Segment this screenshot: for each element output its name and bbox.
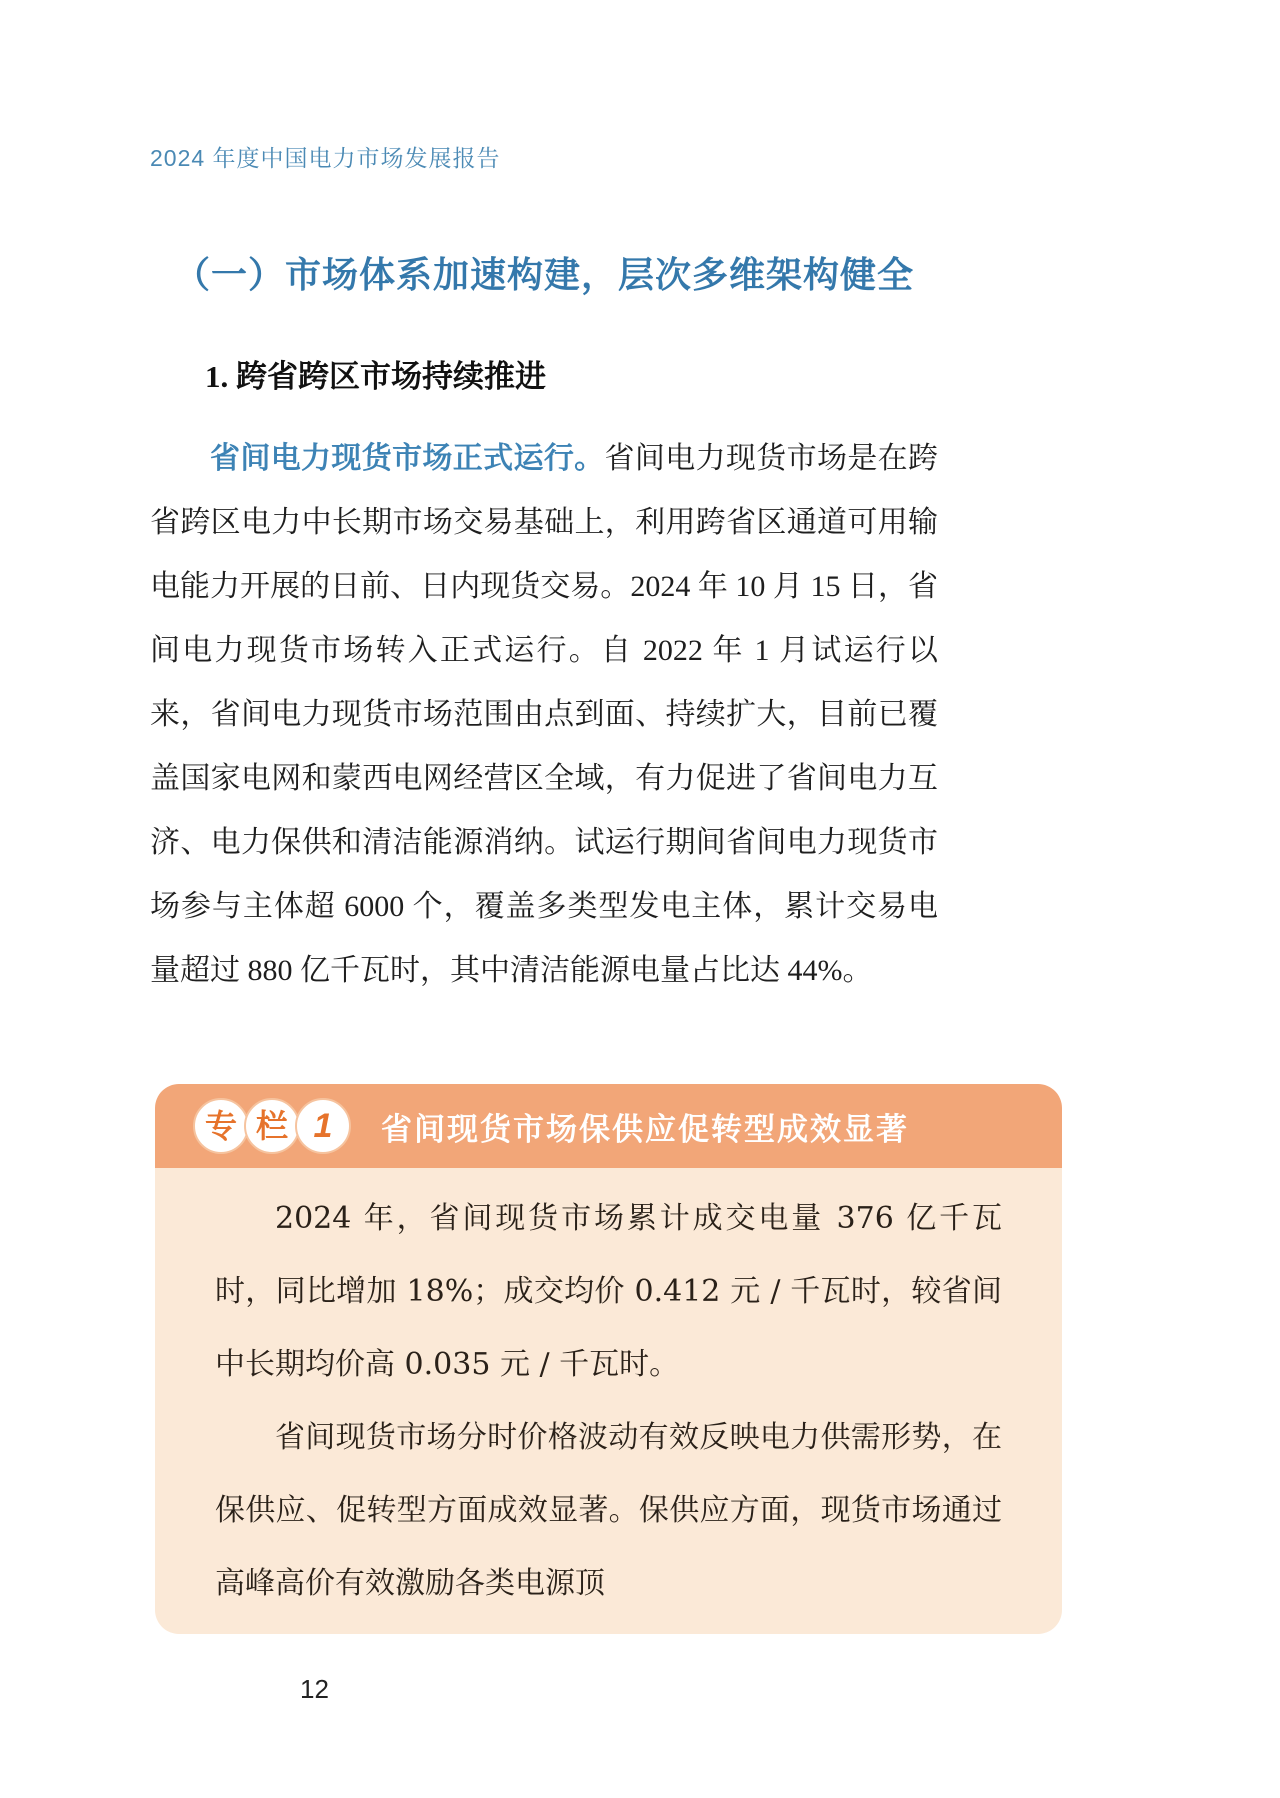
page-content [150,0,1002,1705]
callout-header [155,1084,1062,1168]
badge-number: 1 [295,1098,351,1154]
body-paragraph [150,427,938,1003]
section-heading: （一）市场体系加速构建，层次多维架构健全 [173,254,914,295]
callout-paragraph: 省间现货市场分时价格波动有效反映电力供需形势，在保供应、促转型方面成效显著。保供应方面，现货市场通过高峰高价有效激励各类电源顶 [215,1420,1002,1602]
page-number: 12 [300,1674,329,1705]
lead-phrase: 省间电力现货市场正式运行。 [210,442,605,476]
callout-title: 省间现货市场保供应促转型成效显著 [381,1111,909,1147]
paragraph-text: 省间电力现货市场是在跨省跨区电力中长期市场交易基础上，利用跨省区通道可用输电能力开展的日前、日内现货交易。2024 年 10 月 15 日，省间电力现货市场转入正式运行。自 2022 年 1 月试运行以来，省间电力现货市场范围由点到面、持续扩大，目前已覆盖国家电网和蒙西电网经营区全域，有力促进了省间电力互济、电力保供和清洁能源消纳。试运行期间省间电力现货市场参与主体超 6000 个，覆盖多类型发电主体，累计交易电量超过 880 亿千瓦时，其中清洁能源电量占比达 44%。 [150,442,939,988]
callout-paragraph: 2024 年，省间现货市场累计成交电量 376 亿千瓦时，同比增加 18%；成交均价 0.412 元 / 千瓦时，较省间中长期均价高 0.035 元 / 千瓦时。 [215,1201,1002,1383]
badge-char-zhuan: 专 [193,1098,249,1154]
callout-body [155,1168,1062,1634]
badge-char-lan: 栏 [244,1098,300,1154]
callout-box [155,1084,1062,1634]
running-header: 2024 年度中国电力市场发展报告 [150,145,501,171]
section-subheading: 1. 跨省跨区市场持续推进 [205,358,546,394]
callout-badge [193,1098,351,1154]
